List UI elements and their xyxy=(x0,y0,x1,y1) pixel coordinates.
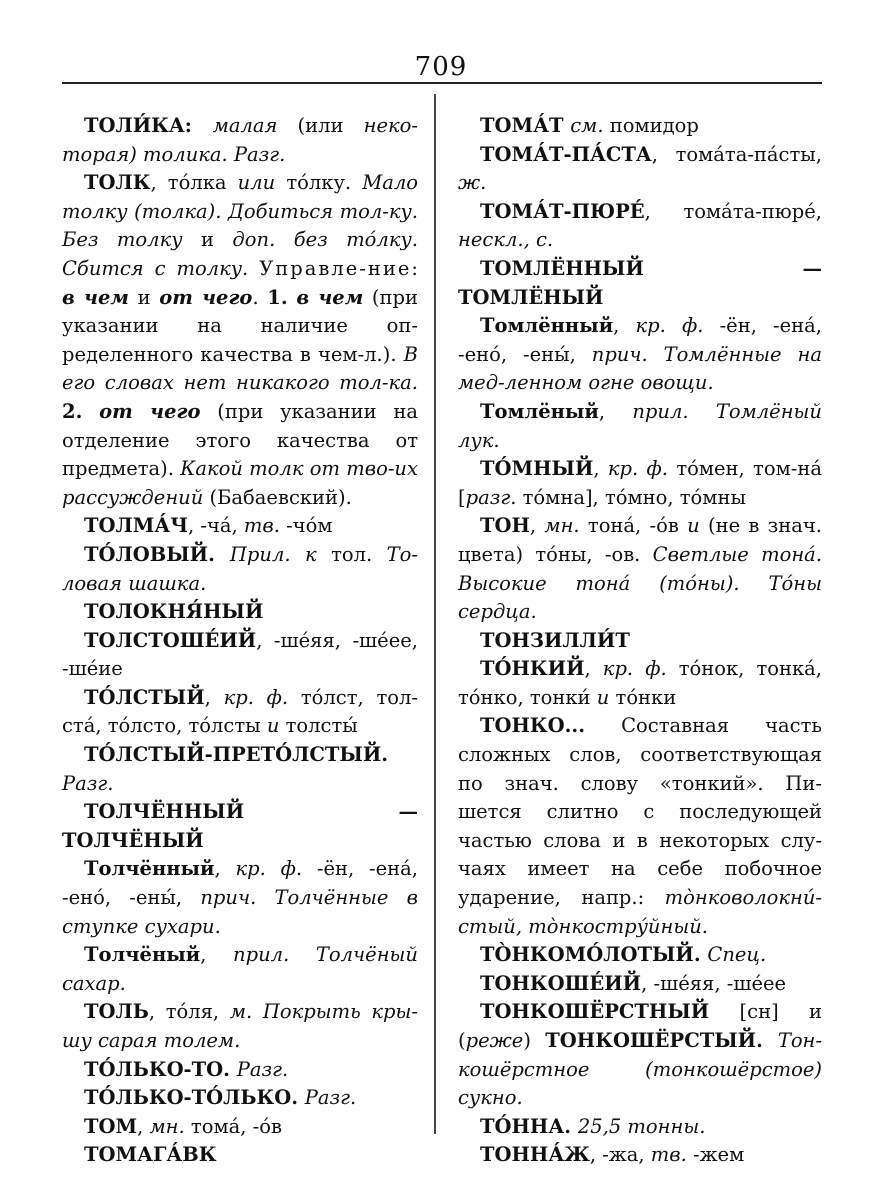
entry-text: мн. xyxy=(544,514,580,538)
entry-text: (при указании на наличие оп-ределенного качества в чем-л.). xyxy=(62,285,425,366)
dictionary-entry xyxy=(458,941,822,970)
entry-text: [сн] и ( xyxy=(458,1000,829,1052)
entry-text: Разг. xyxy=(236,1057,289,1081)
entry-text: помидор xyxy=(603,114,699,137)
dictionary-entry xyxy=(62,1084,418,1113)
entry-text: -жем xyxy=(686,1143,745,1167)
entry-text: кр. ф. xyxy=(235,857,303,881)
dictionary-entry xyxy=(62,855,425,941)
entry-headword: ТОНКОШЁРСТНЫЙ xyxy=(480,1000,710,1024)
entry-headword: ТО́ЛСТЫЙ xyxy=(84,685,205,709)
entry-text: (не в знач. цвета) то́ны, -ов. xyxy=(458,514,829,566)
entry-headword: Томлённый xyxy=(480,314,614,338)
entry-text: , xyxy=(204,685,224,709)
left-column xyxy=(62,112,425,1170)
entry-headword: ТОННА́Ж xyxy=(480,1143,590,1167)
entry-headword: ТОЛК xyxy=(84,171,151,195)
column-divider xyxy=(434,94,436,1134)
entry-text: Спец. xyxy=(707,943,767,967)
dictionary-entry xyxy=(62,169,425,512)
entry-headword: ТО́ЛЬКО-ТО́ЛЬКО. xyxy=(84,1086,305,1110)
entry-text: то́мна], то́мно, то́мны xyxy=(516,485,746,509)
entry-text: , -ше́яя, -ше́ее xyxy=(641,971,787,995)
entry-text: реже xyxy=(465,1029,524,1052)
entry-headword: ТОЛМА́Ч xyxy=(84,514,189,538)
entry-text: , -ше́яя, -ше́ее, -ше́ие xyxy=(62,628,425,681)
entry-text: -ён, -ена́, -ено́, -ены́, xyxy=(62,857,425,910)
entry-text: тв. xyxy=(243,514,280,538)
dictionary-entry xyxy=(458,398,829,455)
entry-headword: ТОМА́Т-ПА́СТА xyxy=(480,142,652,166)
entry-text: тол. xyxy=(316,542,387,566)
entry-text: разг. xyxy=(465,485,517,509)
entry-text: , xyxy=(529,514,545,538)
entry-text: в чем xyxy=(62,285,129,309)
entry-text: то̀нковолокни́-стый, то̀нкостру́йный. xyxy=(458,886,822,938)
entry-text: -чо́м xyxy=(279,514,333,538)
entry-text: -ён, -ена́, -ено́, -ены́, xyxy=(458,314,829,366)
entry-text: от чего xyxy=(159,285,253,309)
dictionary-entry xyxy=(62,798,425,855)
entry-text: 2. xyxy=(62,399,83,423)
entry-text: , то́ля, xyxy=(148,1000,230,1024)
entry-text: то́лку. xyxy=(275,171,363,195)
entry-text: толсты́ xyxy=(279,714,358,738)
entry-text: прил. Томлёный лук. xyxy=(458,399,829,452)
entry-text: , -ча́, xyxy=(188,514,244,538)
dictionary-entry xyxy=(458,998,829,1112)
entry-text: кр. ф. xyxy=(607,457,668,481)
entry-text: , то́лка xyxy=(150,171,238,195)
entry-text: То-ловая шашка. xyxy=(62,542,418,595)
entry-text: В его словах нет никакого тол-ка. xyxy=(62,342,425,395)
dictionary-entry xyxy=(458,255,829,312)
entry-text: кр. ф. xyxy=(223,685,289,709)
entry-text: м. Покрыть кры-шу сарая толем. xyxy=(62,1000,418,1052)
entry-headword: ТОМАГА́ВК xyxy=(84,1143,217,1167)
dictionary-entry xyxy=(458,1113,822,1142)
entry-text: (при указании на отделение этого качества от предмета). xyxy=(62,399,425,481)
entry-headword: ТОМЛЁННЫЙ — ТОМЛЁНЫЙ xyxy=(458,256,829,309)
dictionary-entry xyxy=(458,141,829,198)
entry-headword: Толчёный xyxy=(84,943,201,967)
page-number: 709 xyxy=(414,52,468,82)
entry-text: Составная часть сложных слов, соответствующая по знач. слову «тонкий». Пи-шется слитно с последующей частью слова и в некоторых слу-чаях имеет на себе побочное ударение, напр.: xyxy=(458,714,829,910)
dictionary-entry xyxy=(62,1056,418,1085)
dictionary-entry xyxy=(62,1113,418,1142)
entry-headword: ТО́НКИЙ xyxy=(480,657,585,681)
entry-text: (или xyxy=(277,114,364,137)
entry-headword: ТО́ННА. xyxy=(480,1114,578,1138)
dictionary-entry xyxy=(62,627,425,684)
entry-headword: ТОМА́Т-ПЮРЕ́ xyxy=(480,199,645,223)
entry-text: тома́, -о́в xyxy=(184,1114,282,1138)
entry-text: неко-торая) толика. Разг. xyxy=(62,114,418,166)
entry-text: , xyxy=(598,399,633,423)
entry-text: нескл., с. xyxy=(458,228,554,252)
entry-headword: ТО́ЛЬКО-ТО. xyxy=(84,1057,237,1081)
entry-text xyxy=(82,400,99,423)
entry-text: , xyxy=(200,943,234,967)
entry-headword: ТОН xyxy=(480,514,530,538)
entry-headword: ТО́ЛСТЫЙ-ПРЕТО́ЛСТЫЙ. xyxy=(84,743,395,767)
dictionary-entry xyxy=(458,455,829,512)
entry-text: то́нки xyxy=(609,685,677,709)
entry-text xyxy=(418,371,424,394)
entry-text: и xyxy=(266,714,280,738)
entry-text: Управле-ние xyxy=(259,256,412,280)
entry-text: прич. Томлённые на мед-ленном огне овощи. xyxy=(458,342,829,395)
entry-text: малая xyxy=(212,114,278,137)
right-column xyxy=(458,112,829,1170)
entry-text: Тон-кошёрстное (тонкошёрстое) сукно. xyxy=(458,1029,829,1110)
entry-text: , xyxy=(214,857,236,881)
entry-text: кр. ф. xyxy=(602,657,667,681)
dictionary-entry xyxy=(458,112,822,141)
entry-text: тона́, -о́в xyxy=(579,514,688,538)
dictionary-entry xyxy=(62,684,418,741)
entry-text: прич. Толчённые в ступке сухари. xyxy=(62,886,425,938)
entry-text: . xyxy=(252,285,268,309)
entry-headword: ТОЛЬ xyxy=(84,1000,149,1024)
entry-text: см. xyxy=(570,114,604,137)
entry-text: то́лст, тол-ста́, то́лсто, то́лсты xyxy=(62,685,418,738)
entry-text: и xyxy=(182,228,233,252)
entry-text: или xyxy=(237,171,276,195)
entry-text: Светлые тона́. Высокие тона́ (то́ны). То́ны сердца. xyxy=(458,542,829,624)
dictionary-entry xyxy=(62,512,418,541)
entry-text xyxy=(288,286,297,309)
entry-text: , тома́та-па́сты, xyxy=(651,142,829,166)
entry-text: 1. xyxy=(267,285,288,309)
entry-text: ж. xyxy=(458,171,487,195)
dictionary-entry xyxy=(458,512,829,626)
dictionary-entry xyxy=(458,1141,822,1170)
entry-text: в чем xyxy=(296,285,364,309)
entry-text: , -жа, xyxy=(589,1143,651,1167)
dictionary-entry xyxy=(458,198,829,255)
header-rule xyxy=(62,82,822,84)
entry-text: , xyxy=(613,314,636,338)
entry-headword: ТОМА́Т xyxy=(480,114,571,137)
entry-text: и xyxy=(596,685,610,709)
entry-text: Прил. к xyxy=(229,542,317,566)
entry-text: тв. xyxy=(650,1143,687,1167)
entry-headword: ТОМ xyxy=(84,1114,138,1138)
entry-text: Разг. xyxy=(304,1086,357,1110)
entry-text: Разг. xyxy=(62,771,114,795)
entry-text: то́нок, тонка́, то́нко, тонки́ xyxy=(458,657,829,709)
entry-text: мн. xyxy=(149,1114,185,1138)
entry-text: 25,5 тонны. xyxy=(577,1114,706,1138)
dictionary-entry xyxy=(458,655,829,712)
entry-headword: Томлёный xyxy=(480,399,599,423)
entry-text: Мало толку (толка). Добиться тол-ку. Без толку xyxy=(62,171,425,252)
dictionary-entry xyxy=(62,541,418,598)
entry-text xyxy=(248,257,259,280)
entry-text: прил. Толчёный сахар. xyxy=(62,943,425,995)
entry-text: , тома́та-пюре́, xyxy=(644,199,829,223)
entry-headword: ТОЛЧЁННЫЙ — ТОЛЧЁНЫЙ xyxy=(62,800,425,852)
entry-headword: ТОНЗИЛЛИ́Т xyxy=(480,628,630,652)
entry-text: Какой толк от тво-их рассуждений xyxy=(62,457,425,509)
dictionary-entry xyxy=(62,941,425,998)
entry-text: кр. ф. xyxy=(635,314,704,338)
entry-headword: ТО́ЛОВЫЙ. xyxy=(84,542,230,566)
entry-headword: ТО́МНЫЙ xyxy=(480,457,594,481)
dictionary-entry xyxy=(458,627,822,656)
entry-text: то́мен, том-на́ [ xyxy=(458,457,829,509)
entry-text: от чего xyxy=(99,399,201,423)
entry-headword: ТОНКО... xyxy=(480,714,586,738)
entry-text: , xyxy=(137,1114,150,1138)
dictionary-entry xyxy=(62,998,418,1055)
entry-text: и xyxy=(128,285,160,309)
dictionary-entry xyxy=(62,1141,418,1170)
dictionary-entry xyxy=(458,970,822,999)
entry-text: , xyxy=(593,457,608,481)
entry-text: ТОНКОШЁРСТЫЙ. xyxy=(545,1029,778,1052)
dictionary-entry xyxy=(62,112,418,169)
dictionary-entry xyxy=(62,598,418,627)
entry-headword: ТО̀НКОМО́ЛОТЫЙ. xyxy=(480,943,708,967)
dictionary-entry xyxy=(458,312,829,398)
entry-text: ) xyxy=(523,1029,546,1052)
entry-headword: ТОНКОШЕ́ИЙ xyxy=(480,971,642,995)
entry-headword: Толчённый xyxy=(84,857,215,881)
entry-text: (Бабаевский). xyxy=(203,485,352,509)
entry-text: доп. без то́лку. Сбится с толку. xyxy=(62,228,425,280)
entry-headword: ТОЛСТОШЕ́ИЙ xyxy=(84,628,257,652)
entry-text: : xyxy=(411,256,425,280)
entry-text: и xyxy=(687,514,700,538)
dictionary-entry xyxy=(62,741,418,798)
dictionary-entry xyxy=(458,712,829,941)
entry-headword: ТОЛИ́КА: xyxy=(84,114,213,137)
entry-text: , xyxy=(584,657,603,681)
entry-headword: ТОЛОКНЯ́НЫЙ xyxy=(84,600,264,624)
